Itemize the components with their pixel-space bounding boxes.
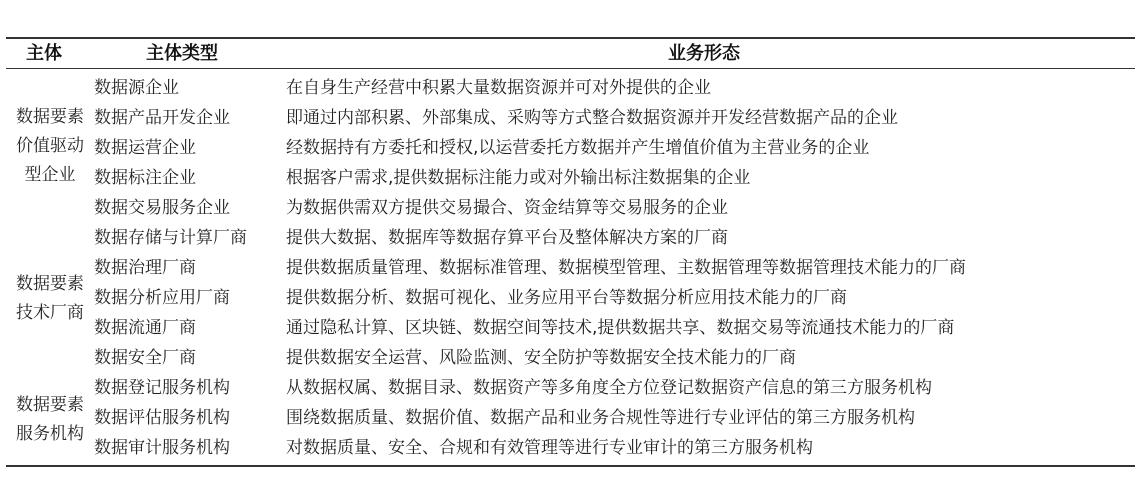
business-form-cell: 提供数据安全运营、风险监测、安全防护等数据安全技术能力的厂商 (286, 348, 796, 368)
subject-type-cell: 数据流通厂商 (94, 318, 196, 338)
business-form-cell: 即通过内部积累、外部集成、采购等方式整合数据资源并开发经营数据产品的企业 (286, 108, 898, 128)
business-form-cell: 通过隐私计算、区块链、数据空间等技术,提供数据共享、数据交易等流通技术能力的厂商 (286, 318, 955, 338)
business-form-cell: 为数据供需双方提供交易撮合、资金结算等交易服务的企业 (286, 198, 728, 218)
group-label-line: 价值驱动 (16, 136, 84, 156)
table-bottom-rule (6, 465, 1135, 467)
group-label-value-driven (6, 103, 94, 190)
group-label-line: 技术厂商 (16, 303, 84, 323)
header-rule (6, 68, 1135, 69)
business-form-cell: 提供数据质量管理、数据标准管理、数据模型管理、主数据管理等数据管理技术能力的厂商 (286, 258, 966, 278)
subject-type-cell: 数据安全厂商 (94, 348, 196, 368)
group-label-line: 数据要素 (16, 395, 84, 415)
header-subject-type: 主体类型 (146, 43, 218, 64)
business-form-cell: 对数据质量、安全、合规和有效管理等进行专业审计的第三方服务机构 (286, 438, 813, 458)
business-form-cell: 提供大数据、数据库等数据存算平台及整体解决方案的厂商 (286, 228, 728, 248)
subject-type-cell: 数据交易服务企业 (94, 198, 230, 218)
business-form-cell: 提供数据分析、数据可视化、业务应用平台等数据分析应用技术能力的厂商 (286, 288, 847, 308)
group-label-line: 型企业 (24, 165, 76, 185)
business-form-cell: 从数据权属、数据目录、数据资产等多角度全方位登记数据资产信息的第三方服务机构 (286, 378, 932, 398)
header-subject: 主体 (26, 43, 62, 64)
header-business-form: 业务形态 (668, 43, 740, 64)
subject-type-cell: 数据评估服务机构 (94, 408, 230, 428)
subject-type-cell: 数据产品开发企业 (94, 108, 230, 128)
group-label-service-org (6, 391, 94, 449)
subject-type-cell: 数据审计服务机构 (94, 438, 230, 458)
group-label-line: 数据要素 (16, 107, 84, 127)
group-label-line: 数据要素 (16, 274, 84, 294)
group-label-tech-vendor (6, 270, 94, 328)
subject-type-cell: 数据存储与计算厂商 (94, 228, 247, 248)
subject-type-cell: 数据分析应用厂商 (94, 288, 230, 308)
subject-type-cell: 数据运营企业 (94, 138, 196, 158)
subject-type-cell: 数据标注企业 (94, 168, 196, 188)
subject-type-cell: 数据治理厂商 (94, 258, 196, 278)
business-form-cell: 根据客户需求,提供数据标注能力或对外输出标注数据集的企业 (286, 168, 751, 188)
subject-type-cell: 数据登记服务机构 (94, 378, 230, 398)
business-form-cell: 围绕数据质量、数据价值、数据产品和业务合规性等进行专业评估的第三方服务机构 (286, 408, 915, 428)
business-form-cell: 在自身生产经营中积累大量数据资源并可对外提供的企业 (286, 78, 711, 98)
business-form-cell: 经数据持有方委托和授权,以运营委托方数据并产生增值价值为主营业务的企业 (286, 138, 870, 158)
subject-type-cell: 数据源企业 (94, 78, 179, 98)
group-label-line: 服务机构 (16, 424, 84, 444)
